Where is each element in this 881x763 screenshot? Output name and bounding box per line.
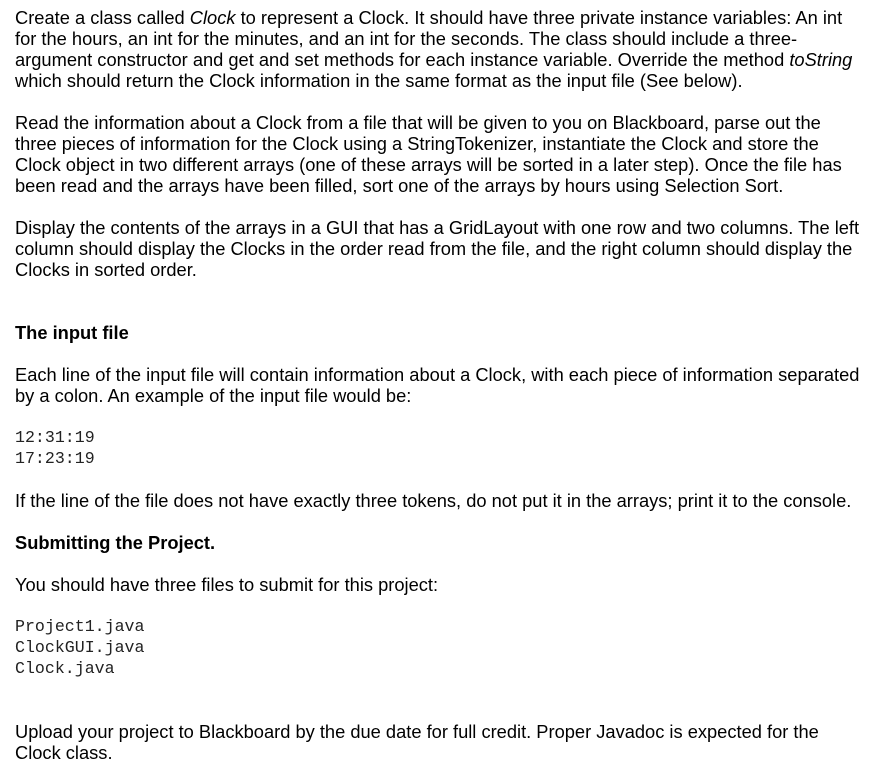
assignment-document	[15, 7, 865, 763]
submit-final-note: Upload your project to Blackboard by the due date for full credit. Proper Javadoc is expected for the Clock class.	[15, 721, 819, 763]
submit-file-name: Project1.java	[15, 617, 145, 636]
input-file-note: If the line of the file does not have exactly three tokens, do not put it in the arrays; print it to the console.	[15, 490, 852, 511]
submit-file-name: Clock.java	[15, 659, 115, 678]
spacer	[15, 679, 865, 721]
spacer	[15, 406, 865, 427]
submit-file-name: ClockGUI.java	[15, 638, 145, 657]
intro-paragraph-1	[15, 7, 865, 91]
spacer	[15, 280, 865, 322]
submit-description: You should have three files to submit for this project:	[15, 574, 439, 595]
spacer	[15, 196, 865, 217]
intro-text-a: Create a class called	[15, 7, 190, 28]
input-file-heading: The input file	[15, 322, 129, 343]
class-name-clock: Clock	[189, 7, 236, 28]
spacer	[15, 595, 865, 616]
spacer	[15, 91, 865, 112]
intro-text-b: to represent a Clock. It should have three private instance variables: An int for the hours, an int for the minutes, and an int for the seconds. The class should include a three-argument constructor and get and set methods for each instance variable. Override the method	[15, 7, 843, 70]
spacer	[15, 511, 865, 532]
input-example-block	[15, 427, 865, 469]
intro-paragraph-2: Read the information about a Clock from a file that will be given to you on Blackboard, parse out the three pieces of information for the Clock using a StringTokenizer, instantiate the Clock and store the Clock object in two different arrays (one of these arrays will be sorted in a later step). Once the file has been read and the arrays have been filled, sort one of the arrays by hours using Selection Sort.	[15, 112, 842, 196]
input-example-line: 17:23:19	[15, 449, 95, 468]
input-example-line: 12:31:19	[15, 428, 95, 447]
input-file-description: Each line of the input file will contain information about a Clock, with each piece of information separated by a colon. An example of the input file would be:	[15, 364, 860, 406]
submit-file-list	[15, 616, 865, 679]
intro-text-c: which should return the Clock information in the same format as the input file (See below).	[15, 70, 743, 91]
method-name-tostring: toString	[789, 49, 853, 70]
spacer	[15, 553, 865, 574]
spacer	[15, 343, 865, 364]
intro-paragraph-3: Display the contents of the arrays in a GUI that has a GridLayout with one row and two columns. The left column should display the Clocks in the order read from the file, and the right column should display the Clocks in sorted order.	[15, 217, 860, 280]
submit-heading: Submitting the Project.	[15, 532, 216, 553]
spacer	[15, 469, 865, 490]
